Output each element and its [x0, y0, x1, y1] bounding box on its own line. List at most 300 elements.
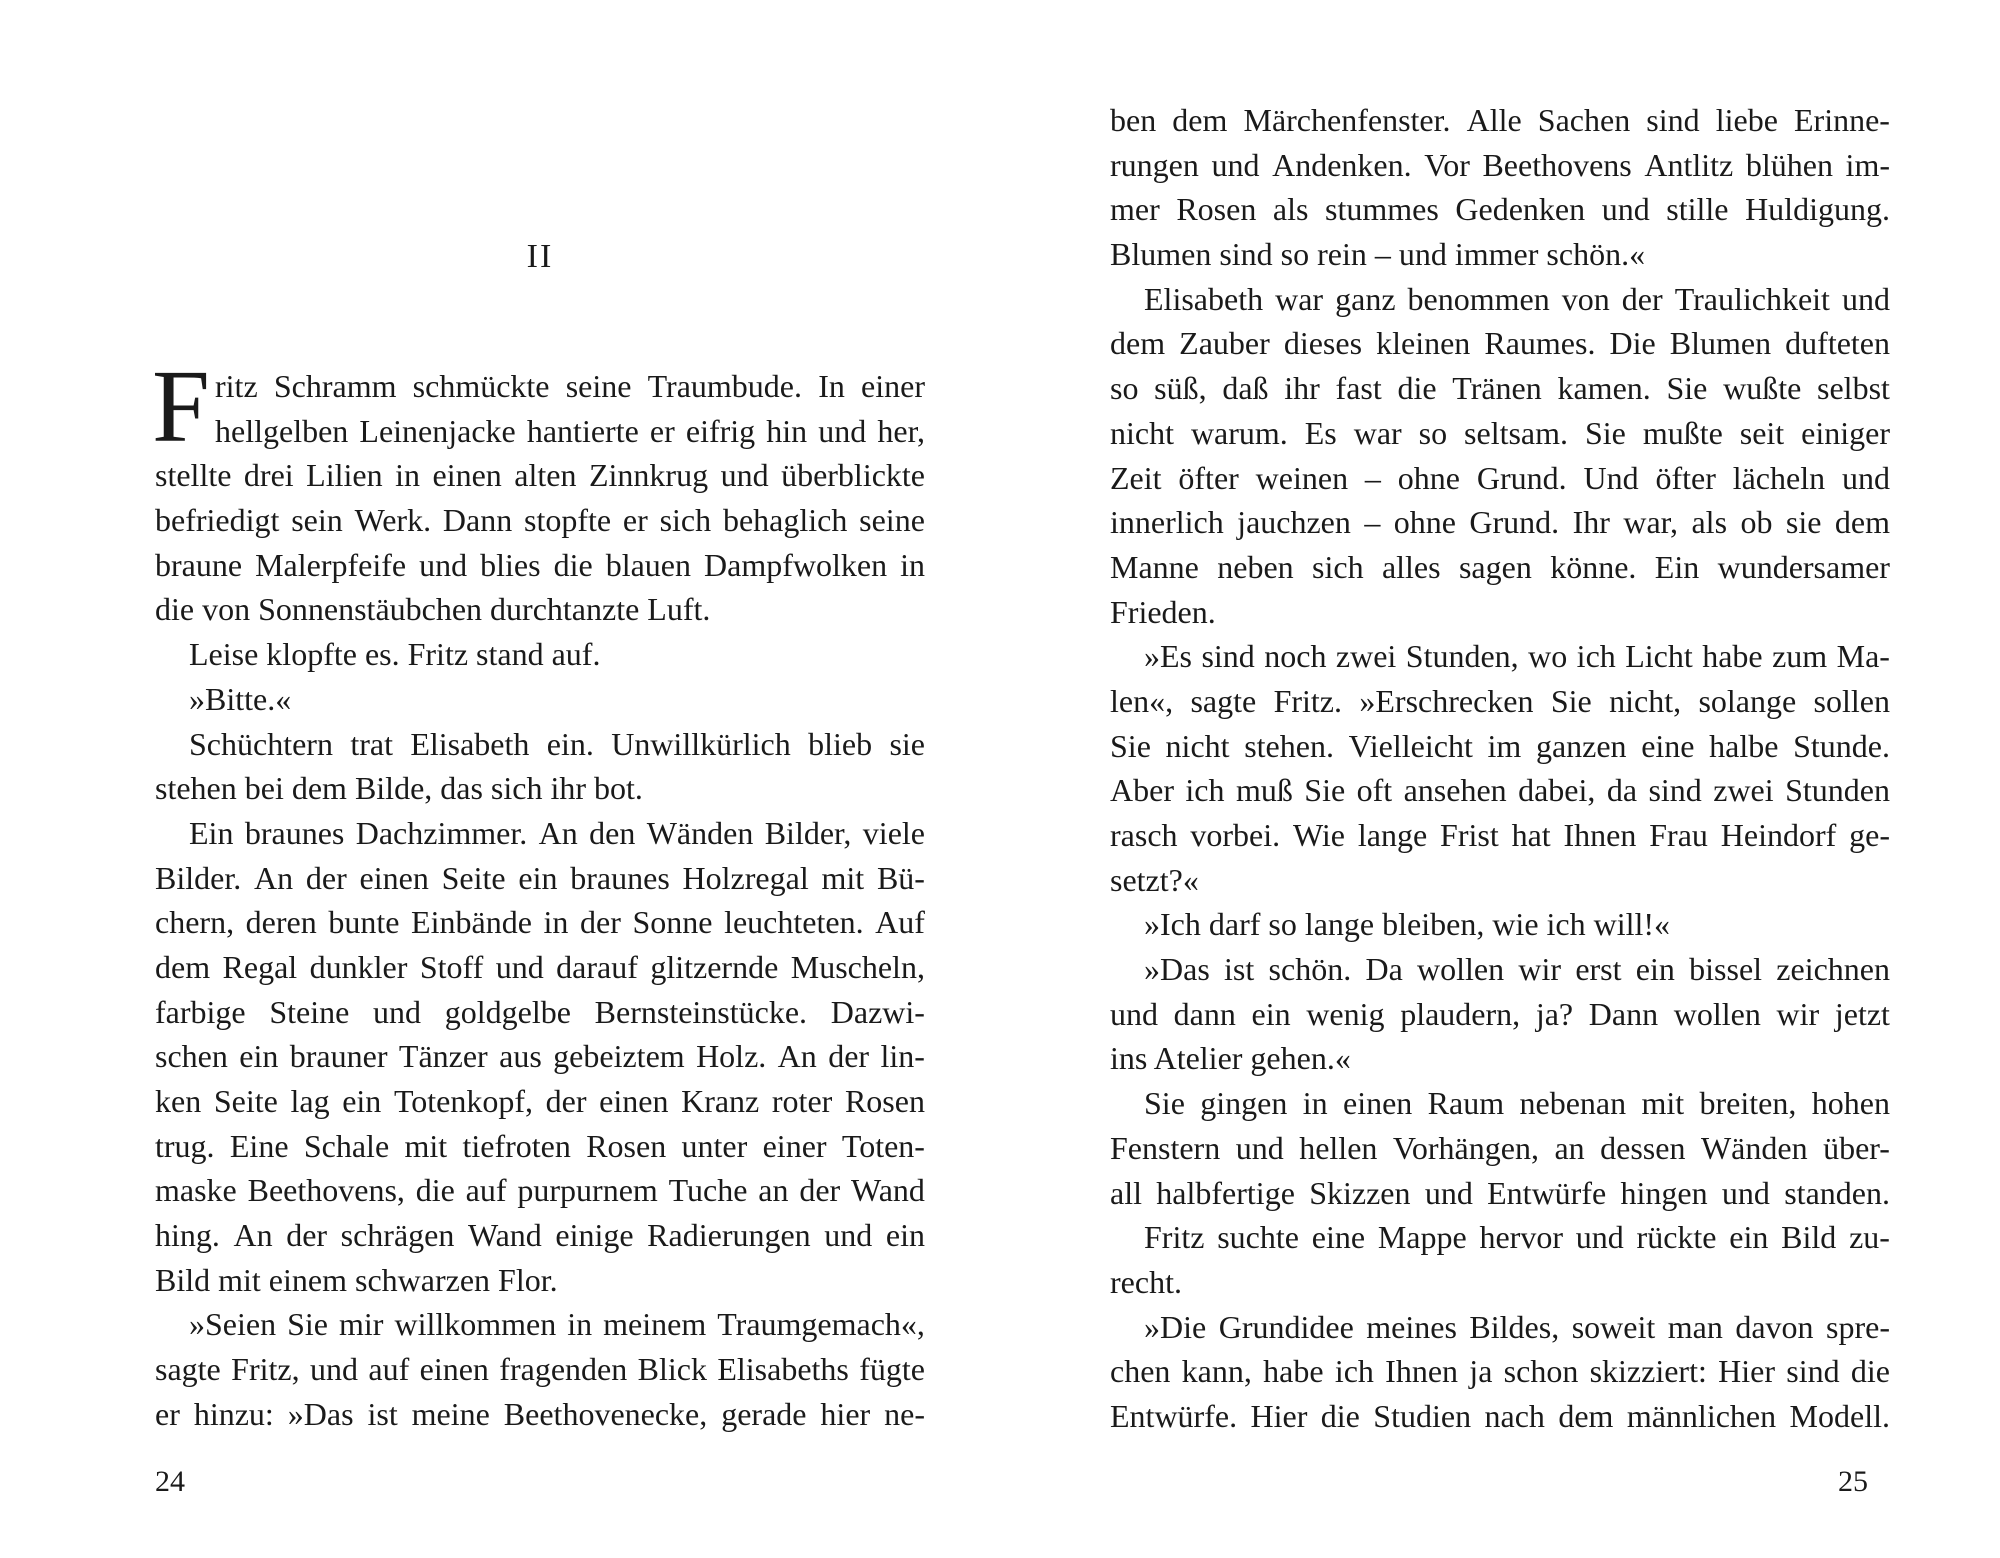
word: mit: [821, 859, 865, 896]
word: Wand: [851, 1172, 925, 1209]
word: befriedigt: [155, 502, 280, 539]
word: sich: [1312, 548, 1364, 585]
page-number-left: 24: [155, 1465, 185, 1498]
word: willkommen: [394, 1306, 557, 1343]
word: über-: [1823, 1129, 1890, 1166]
word: sich: [659, 502, 712, 539]
word: fragenden: [499, 1351, 628, 1388]
word: plaudern,: [1400, 995, 1521, 1032]
word: rungen: [1110, 146, 1199, 183]
word: viele: [862, 814, 925, 851]
line-text: setzt?«: [1110, 861, 1199, 898]
line-text: [155, 543, 925, 588]
word: oft: [1356, 772, 1393, 809]
word: Bernsteinstücke.: [594, 993, 808, 1030]
word: die: [1320, 1397, 1360, 1434]
text-line: [155, 945, 925, 990]
word: wollen: [1417, 951, 1505, 988]
text-line: [155, 632, 925, 677]
word: Elisabeth: [1144, 280, 1264, 317]
line-text: [1110, 187, 1890, 232]
word: Grund.: [1476, 459, 1567, 496]
word: blauen: [605, 546, 691, 583]
word: eifrig: [685, 412, 756, 449]
word: –: [1364, 459, 1381, 496]
word: An: [538, 814, 578, 851]
text-line: [1110, 1394, 1890, 1439]
word: Beethovenecke,: [503, 1395, 708, 1432]
word: Huldigung.: [1745, 191, 1890, 228]
word: sollen: [1813, 682, 1890, 719]
word: rückte: [1636, 1219, 1717, 1256]
text-line: [1110, 634, 1890, 679]
word: Zauber: [1179, 325, 1270, 362]
word: Toten-: [841, 1127, 925, 1164]
word: hellgelben: [215, 412, 349, 449]
word: blühen: [1745, 146, 1833, 183]
word: Bilder,: [764, 814, 852, 851]
word: hier: [820, 1395, 871, 1432]
line-text: [155, 1392, 925, 1437]
word: und: [1235, 1129, 1284, 1166]
word: meine: [411, 1395, 490, 1432]
word: An: [233, 1217, 273, 1254]
word: süß,: [1154, 370, 1207, 407]
word: suchte: [1217, 1219, 1299, 1256]
word: meinem: [603, 1306, 707, 1343]
word: und: [1110, 995, 1158, 1032]
word: Sie: [287, 1306, 328, 1343]
word: da: [1606, 772, 1638, 809]
word: dem: [1172, 102, 1228, 138]
word: die: [1850, 1353, 1890, 1390]
word: der: [799, 1172, 841, 1209]
word: Licht: [1625, 638, 1693, 675]
word: wenig: [1306, 995, 1385, 1032]
word: Sie: [1666, 370, 1708, 407]
word: eine: [1311, 1219, 1366, 1256]
word: Leinenjacke: [359, 412, 516, 449]
word: Wänden: [1700, 1129, 1808, 1166]
word: Sachen: [1537, 102, 1631, 138]
line-text: [155, 1079, 925, 1124]
word: sagte: [1190, 682, 1257, 719]
word: ich: [1576, 638, 1616, 675]
line-text: [155, 945, 925, 990]
word: Elisabeths: [717, 1351, 849, 1388]
word: ne-: [884, 1395, 925, 1432]
word: als: [1272, 191, 1309, 228]
text-line: [1110, 902, 1890, 947]
word: ja: [1469, 1353, 1493, 1390]
word: her,: [877, 412, 925, 449]
word: unter: [681, 1127, 748, 1164]
word: Frau: [1649, 817, 1708, 853]
word: daß: [1222, 370, 1269, 407]
text-line: [1110, 232, 1890, 277]
word: eine: [1641, 727, 1695, 764]
word: Sie: [1550, 682, 1592, 719]
line-text: [1110, 143, 1890, 188]
word: Sie: [1144, 1085, 1185, 1122]
word: Bildes,: [1469, 1308, 1560, 1345]
word: schrägen: [340, 1217, 455, 1254]
word: sind: [1786, 1353, 1840, 1390]
text-line: [155, 722, 925, 767]
word: rasch: [1110, 817, 1178, 853]
word: stille: [1666, 191, 1729, 228]
word: ich: [1185, 772, 1225, 809]
word: ein.: [546, 725, 594, 762]
word: an: [1554, 1129, 1585, 1166]
line-text: [189, 1302, 925, 1347]
word: ohne: [1393, 504, 1456, 541]
word: und: [309, 1351, 358, 1388]
word: der: [828, 1038, 870, 1075]
word: wo: [1528, 638, 1568, 675]
word: Dann: [442, 502, 513, 539]
word: jetzt: [1834, 995, 1890, 1032]
word: Die: [1609, 325, 1656, 362]
word: mit: [1641, 1085, 1685, 1122]
line-text: [1110, 545, 1890, 590]
text-line: [1110, 143, 1890, 188]
word: braune: [155, 546, 243, 583]
word: kleinen: [1376, 325, 1471, 362]
word: Fritz: [1144, 1219, 1205, 1256]
word: Aber: [1110, 772, 1174, 809]
word: Modell.: [1789, 1397, 1890, 1434]
word: Raum: [1427, 1085, 1505, 1122]
word: Traumbude.: [647, 368, 802, 404]
word: Entwürfe: [1487, 1174, 1607, 1211]
word: trat: [350, 725, 393, 762]
text-line: [1110, 98, 1890, 143]
word: Fritz.: [1273, 682, 1342, 719]
text-line: [155, 587, 925, 632]
word: skizziert:: [1589, 1353, 1707, 1390]
word: Tänzer: [398, 1038, 488, 1075]
text-line: [155, 453, 925, 498]
word: gerade: [721, 1395, 807, 1432]
word: Da: [1365, 951, 1403, 988]
word: soweit: [1571, 1308, 1656, 1345]
word: Sonne: [632, 904, 713, 941]
line-text: [155, 900, 925, 945]
word: blieb: [808, 725, 873, 762]
word: wir: [1518, 951, 1562, 988]
text-line: [155, 1392, 925, 1437]
text-line: [155, 1124, 925, 1169]
word: Malerpfeife: [255, 546, 407, 583]
word: der: [305, 859, 347, 896]
word: ein: [885, 1217, 925, 1254]
word: dann: [1173, 995, 1236, 1032]
word: in: [543, 904, 569, 941]
line-text: ins Atelier gehen.«: [1110, 1040, 1351, 1077]
word: jauchzen: [1237, 504, 1351, 541]
word: den: [589, 814, 636, 851]
word: Schüchtern: [189, 725, 333, 762]
word: »Es: [1144, 638, 1192, 675]
word: im: [1487, 727, 1522, 764]
word: und: [1424, 1174, 1473, 1211]
line-text: [155, 1168, 925, 1213]
word: sind: [1648, 772, 1702, 809]
text-line: [155, 856, 925, 901]
word: Ihr: [1572, 504, 1610, 541]
word: darauf: [556, 948, 638, 985]
word: Sie: [1304, 772, 1346, 809]
line-text: [1144, 634, 1890, 679]
word: zeichnen: [1776, 951, 1890, 988]
text-line: [1110, 1036, 1890, 1081]
word: Fenstern: [1110, 1129, 1221, 1166]
left-page-text: [152, 349, 925, 1437]
word: zwei: [1335, 638, 1397, 675]
line-text: Frieden.: [1110, 593, 1216, 630]
word: maske: [155, 1172, 237, 1209]
word: sie: [1785, 504, 1822, 541]
word: Auf: [875, 904, 925, 941]
word: hingen: [1620, 1174, 1708, 1211]
line-text: [1144, 947, 1890, 992]
line-text: [155, 990, 925, 1035]
word: bissel: [1689, 951, 1763, 988]
word: innerlich: [1110, 504, 1224, 541]
line-text: [189, 811, 925, 856]
word: aus: [499, 1038, 542, 1075]
line-text: [1110, 98, 1890, 143]
word: stummes: [1325, 191, 1439, 228]
word: einen: [1343, 1085, 1413, 1122]
word: Andenken.: [1272, 146, 1412, 183]
word: fast: [1335, 370, 1382, 407]
line-text: [1110, 411, 1890, 456]
line-text: Bild mit einem schwarzen Flor.: [155, 1261, 558, 1298]
word: Gedenken: [1455, 191, 1586, 228]
word: gingen: [1200, 1085, 1288, 1122]
word: Schramm: [273, 368, 397, 404]
word: Raumes.: [1484, 325, 1596, 362]
word: Tuche: [668, 1172, 748, 1209]
text-line: [155, 811, 925, 856]
word: dunkler: [309, 948, 408, 985]
word: Wänden: [646, 814, 754, 851]
word: Fritz,: [231, 1351, 300, 1388]
word: ein: [1729, 1219, 1769, 1256]
word: von: [1561, 280, 1610, 317]
word: Rosen: [586, 1127, 667, 1164]
text-line: [1110, 545, 1890, 590]
line-text: [1144, 1305, 1890, 1350]
word: glitzernde: [650, 948, 779, 985]
line-text: recht.: [1110, 1263, 1182, 1300]
text-line: [1110, 1349, 1890, 1394]
word: ist: [367, 1395, 398, 1432]
word: der: [286, 1217, 328, 1254]
word: Totenkopf,: [393, 1083, 533, 1119]
word: alten: [514, 457, 577, 494]
word: lange: [1357, 817, 1428, 853]
word: so: [1110, 370, 1139, 407]
word: so: [1418, 414, 1448, 451]
word: ritz: [215, 368, 258, 404]
word: Bild: [1781, 1219, 1837, 1256]
word: Sie: [1110, 727, 1151, 764]
word: Seite: [441, 859, 506, 896]
text-line: [155, 1079, 925, 1124]
word: ihr: [1284, 370, 1320, 407]
word: brauner: [289, 1038, 388, 1075]
word: Stoff: [419, 948, 484, 985]
word: war: [1353, 414, 1402, 451]
word: spre-: [1826, 1308, 1890, 1345]
right-page: [1000, 0, 2000, 1558]
word: er: [155, 1395, 180, 1432]
word: Manne: [1110, 548, 1199, 585]
line-text: [155, 856, 925, 901]
word: ge-: [1849, 817, 1890, 853]
word: »Die: [1144, 1308, 1207, 1345]
word: len«,: [1110, 682, 1174, 719]
word: zu-: [1849, 1219, 1890, 1256]
word: überblickte: [781, 457, 925, 494]
text-line: [155, 1168, 925, 1213]
word: die: [1397, 370, 1437, 407]
word: Werk.: [354, 502, 432, 539]
word: standen.: [1784, 1174, 1890, 1211]
text-line: [155, 766, 925, 811]
word: Stunde.: [1793, 727, 1890, 764]
line-text: [1110, 500, 1890, 545]
word: ist: [1224, 951, 1255, 988]
word: hat: [1511, 817, 1551, 853]
word: Dachzimmer.: [355, 814, 528, 851]
line-text: die von Sonnenstäubchen durchtanzte Luft.: [155, 591, 711, 628]
word: zwei: [1713, 772, 1774, 809]
word: In: [818, 368, 845, 404]
word: sie: [889, 725, 925, 762]
word: ja?: [1535, 995, 1574, 1032]
word: an: [758, 1172, 789, 1209]
word: Zeit: [1110, 459, 1162, 496]
line-text: [215, 409, 925, 454]
word: dem: [155, 948, 211, 985]
line-text: [1110, 679, 1890, 724]
word: dufteten: [1785, 325, 1890, 362]
word: Sie: [1584, 414, 1626, 451]
word: wußte: [1723, 370, 1802, 407]
word: Eine: [229, 1127, 289, 1164]
word: hantierte: [526, 412, 639, 449]
word: Vorhängen,: [1392, 1129, 1539, 1166]
word: schen: [155, 1038, 228, 1075]
word: stehen.: [1244, 727, 1334, 764]
line-text: [1110, 321, 1890, 366]
word: Seite: [213, 1083, 278, 1119]
word: männlichen: [1626, 1397, 1777, 1434]
word: Antlitz: [1644, 146, 1734, 183]
word: er: [649, 412, 675, 449]
word: Elisabeth: [410, 725, 530, 762]
word: hinzu:: [193, 1395, 274, 1432]
word: »Das: [287, 1395, 354, 1432]
word: Heindorf: [1720, 817, 1837, 853]
word: Es: [1304, 414, 1337, 451]
word: Grund.: [1469, 504, 1560, 541]
word: vorbei.: [1190, 817, 1281, 853]
text-line: [155, 1034, 925, 1079]
word: die: [415, 1172, 455, 1209]
text-line: [155, 1302, 925, 1347]
word: Holz.: [696, 1038, 767, 1075]
word: dessen: [1600, 1129, 1686, 1166]
word: und: [1211, 146, 1260, 183]
line-text: [1110, 1171, 1890, 1216]
line-text: »Ich darf so lange bleiben, wie ich will!«: [1144, 906, 1671, 943]
word: hervor: [1479, 1219, 1563, 1256]
text-line: [155, 498, 925, 543]
word: dem: [1834, 504, 1890, 541]
word: Wand: [467, 1217, 542, 1254]
word: An: [254, 859, 294, 896]
word: Wie: [1292, 817, 1345, 853]
line-text: [155, 498, 925, 543]
word: und: [1601, 191, 1650, 228]
word: lin-: [880, 1038, 925, 1075]
word: zum: [1772, 638, 1828, 675]
word: fügte: [859, 1351, 925, 1388]
word: behaglich: [722, 502, 848, 539]
word: der: [545, 1083, 587, 1119]
word: der: [1621, 280, 1663, 317]
word: dem: [1110, 325, 1166, 362]
word: seine: [859, 502, 925, 539]
word: Rosen: [1176, 191, 1257, 228]
word: Muscheln,: [790, 948, 925, 985]
word: seit: [1739, 414, 1785, 451]
word: Blumen: [1669, 325, 1772, 362]
word: dem: [1558, 1397, 1614, 1434]
word: An: [777, 1038, 817, 1075]
word: öfter: [1655, 459, 1716, 496]
word: die: [553, 546, 593, 583]
word: Holzregal: [682, 859, 809, 896]
word: Dazwi-: [830, 993, 925, 1030]
word: hin: [766, 412, 808, 449]
word: stopfte: [524, 502, 612, 539]
word: ken: [155, 1083, 202, 1119]
word: mer: [1110, 191, 1160, 228]
right-page-text: [1110, 98, 1890, 1439]
word: halbe: [1709, 727, 1779, 764]
page-number-right: 25: [1838, 1465, 1868, 1498]
word: Ihnen: [1385, 1353, 1459, 1390]
word: und: [720, 457, 769, 494]
word: nicht: [1110, 414, 1174, 451]
word: lag: [290, 1083, 330, 1119]
word: sind: [1201, 638, 1255, 675]
word: und: [1841, 459, 1890, 496]
word: ansehen: [1403, 772, 1507, 809]
word: »Das: [1144, 951, 1210, 988]
word: liebe: [1715, 102, 1778, 138]
word: Dampfwolken: [704, 546, 888, 583]
word: war,: [1623, 504, 1679, 541]
text-line: [155, 900, 925, 945]
text-line: [1110, 1305, 1890, 1350]
